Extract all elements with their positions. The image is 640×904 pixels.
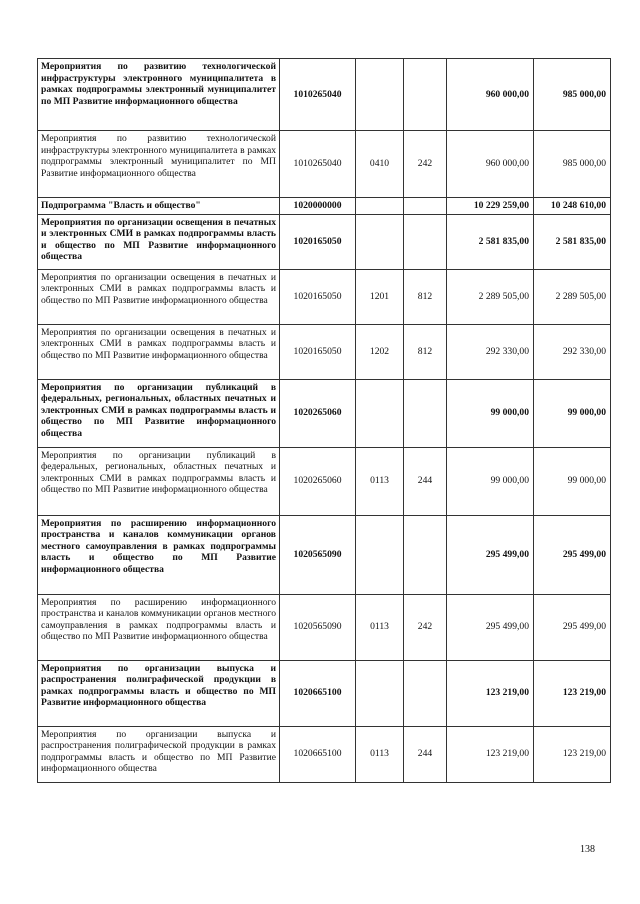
row-name: Мероприятия по развитию технологической инфраструктуры электронного муниципалитета в рамках подпрограммы электронный муниципалитет по МП Развитие информационного общества bbox=[38, 59, 280, 131]
row-section: 1202 bbox=[356, 324, 404, 379]
row-sum-2: 295 499,00 bbox=[534, 515, 611, 594]
row-section: 0410 bbox=[356, 131, 404, 198]
row-code: 1020265060 bbox=[280, 379, 356, 447]
row-name: Мероприятия по организации выпуска и распространения полиграфической продукции в рамках подпрограммы власть и общество по МП Развитие информационного общества bbox=[38, 726, 280, 782]
row-name: Мероприятия по организации выпуска и распространения полиграфической продукции в рамках подпрограммы власть и общество по МП Развитие информационного общества bbox=[38, 660, 280, 726]
row-sum-1: 292 330,00 bbox=[447, 324, 534, 379]
row-section: 1201 bbox=[356, 269, 404, 324]
table-row bbox=[38, 269, 611, 324]
row-section bbox=[356, 379, 404, 447]
table-row bbox=[38, 594, 611, 660]
row-code: 1020165050 bbox=[280, 214, 356, 269]
row-type: 242 bbox=[404, 594, 447, 660]
row-sum-1: 295 499,00 bbox=[447, 594, 534, 660]
row-type: 244 bbox=[404, 726, 447, 782]
row-type bbox=[404, 59, 447, 131]
table-row bbox=[38, 324, 611, 379]
table-row bbox=[38, 660, 611, 726]
row-type bbox=[404, 198, 447, 215]
row-sum-1: 99 000,00 bbox=[447, 379, 534, 447]
row-sum-2: 99 000,00 bbox=[534, 447, 611, 515]
row-sum-2: 295 499,00 bbox=[534, 594, 611, 660]
row-name: Мероприятия по организации освещения в печатных и электронных СМИ в рамках подпрограммы власть и общество по МП Развитие информационного общества bbox=[38, 269, 280, 324]
row-name: Мероприятия по организации освещения в печатных и электронных СМИ в рамках подпрограммы власть и общество по МП Развитие информационного общества bbox=[38, 214, 280, 269]
row-type: 812 bbox=[404, 324, 447, 379]
row-name: Мероприятия по развитию технологической инфраструктуры электронного муниципалитета в рамках подпрограммы электронный муниципалитет по МП Развитие информационного общества bbox=[38, 131, 280, 198]
table-row bbox=[38, 131, 611, 198]
row-code: 1020165050 bbox=[280, 269, 356, 324]
row-code: 1020165050 bbox=[280, 324, 356, 379]
row-sum-2: 10 248 610,00 bbox=[534, 198, 611, 215]
table-row bbox=[38, 515, 611, 594]
row-code: 1020000000 bbox=[280, 198, 356, 215]
row-sum-2: 99 000,00 bbox=[534, 379, 611, 447]
table-body bbox=[38, 59, 611, 783]
row-sum-2: 123 219,00 bbox=[534, 726, 611, 782]
row-sum-2: 2 581 835,00 bbox=[534, 214, 611, 269]
row-code: 1020565090 bbox=[280, 515, 356, 594]
row-sum-1: 960 000,00 bbox=[447, 59, 534, 131]
row-name: Мероприятия по организации освещения в печатных и электронных СМИ в рамках подпрограммы власть и общество по МП Развитие информационного общества bbox=[38, 324, 280, 379]
row-code: 1020665100 bbox=[280, 726, 356, 782]
row-name: Мероприятия по расширению информационного пространства и каналов коммуникации органов местного самоуправления в рамках подпрограммы власть и общество по МП Развитие информационного общества bbox=[38, 515, 280, 594]
row-code: 1010265040 bbox=[280, 131, 356, 198]
row-section bbox=[356, 214, 404, 269]
row-sum-1: 123 219,00 bbox=[447, 726, 534, 782]
row-section bbox=[356, 660, 404, 726]
row-name: Подпрограмма "Власть и общество" bbox=[38, 198, 280, 215]
table-row bbox=[38, 447, 611, 515]
row-sum-2: 2 289 505,00 bbox=[534, 269, 611, 324]
row-section bbox=[356, 59, 404, 131]
row-code: 1020665100 bbox=[280, 660, 356, 726]
row-type: 242 bbox=[404, 131, 447, 198]
row-section bbox=[356, 515, 404, 594]
table-row bbox=[38, 214, 611, 269]
row-type: 812 bbox=[404, 269, 447, 324]
row-section bbox=[356, 198, 404, 215]
row-type bbox=[404, 515, 447, 594]
row-code: 1020565090 bbox=[280, 594, 356, 660]
row-section: 0113 bbox=[356, 726, 404, 782]
row-code: 1020265060 bbox=[280, 447, 356, 515]
row-sum-1: 123 219,00 bbox=[447, 660, 534, 726]
row-type bbox=[404, 660, 447, 726]
row-type bbox=[404, 214, 447, 269]
row-sum-2: 985 000,00 bbox=[534, 131, 611, 198]
row-section: 0113 bbox=[356, 594, 404, 660]
row-type: 244 bbox=[404, 447, 447, 515]
table-row bbox=[38, 198, 611, 215]
table-row bbox=[38, 59, 611, 131]
row-sum-2: 123 219,00 bbox=[534, 660, 611, 726]
row-sum-2: 292 330,00 bbox=[534, 324, 611, 379]
row-sum-1: 99 000,00 bbox=[447, 447, 534, 515]
row-sum-2: 985 000,00 bbox=[534, 59, 611, 131]
table-row bbox=[38, 379, 611, 447]
table-row bbox=[38, 726, 611, 782]
budget-table bbox=[37, 58, 611, 783]
row-name: Мероприятия по организации публикаций в федеральных, региональных, областных печатных и электронных СМИ в рамках подпрограммы власть и общество по МП Развитие информационного общества bbox=[38, 379, 280, 447]
row-sum-1: 2 289 505,00 bbox=[447, 269, 534, 324]
row-sum-1: 960 000,00 bbox=[447, 131, 534, 198]
row-code: 1010265040 bbox=[280, 59, 356, 131]
row-name: Мероприятия по организации публикаций в федеральных, региональных, областных печатных и электронных СМИ в рамках подпрограммы власть и общество по МП Развитие информационного общества bbox=[38, 447, 280, 515]
row-type bbox=[404, 379, 447, 447]
row-section: 0113 bbox=[356, 447, 404, 515]
row-sum-1: 2 581 835,00 bbox=[447, 214, 534, 269]
row-sum-1: 295 499,00 bbox=[447, 515, 534, 594]
page-number: 138 bbox=[580, 844, 595, 855]
row-name: Мероприятия по расширению информационного пространства и каналов коммуникации органов местного самоуправления в рамках подпрограммы власть и общество по МП Развитие информационного общества bbox=[38, 594, 280, 660]
row-sum-1: 10 229 259,00 bbox=[447, 198, 534, 215]
